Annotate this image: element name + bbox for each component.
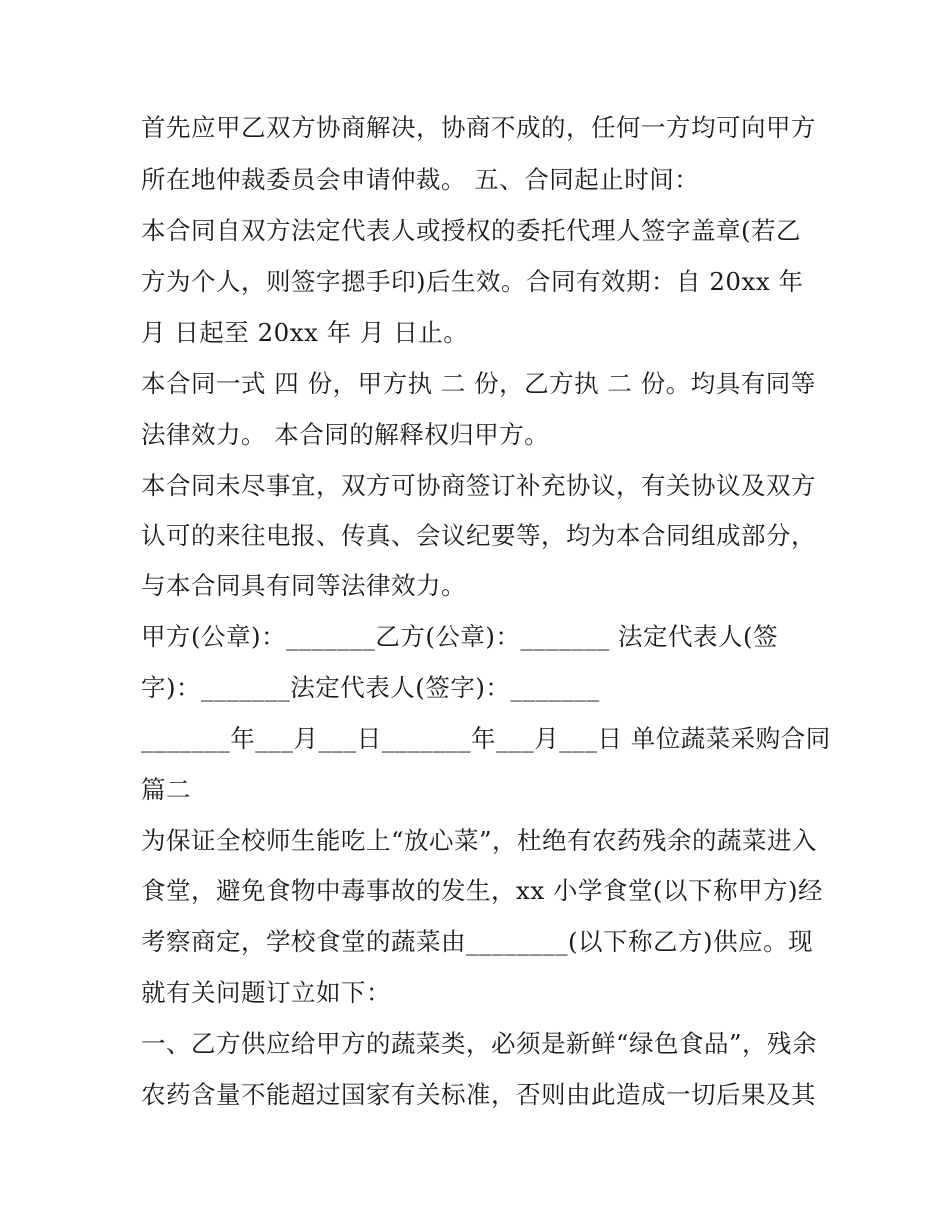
text-line: 本合同自双方法定代表人或授权的委托代理人签字盖章(若乙: [141, 216, 802, 245]
text-line: 本合同一式 四 份，甲方执 二 份，乙方执 二 份。均具有同等: [141, 369, 816, 398]
text-line: 就有关问题订立如下：: [141, 978, 391, 1007]
text-line: 为保证全校师生能吃上“放心菜”，杜绝有农药残余的蔬菜进入: [141, 826, 818, 855]
text-line: 本合同未尽事宜，双方可协商签订补充协议，有关协议及双方: [141, 471, 816, 500]
text-line: 考察商定，学校食堂的蔬菜由________(以下称乙方)供应。现: [141, 927, 814, 956]
text-line: 月 日起至 20xx 年 月 日止。: [141, 318, 469, 347]
text-line: 农药含量不能超过国家有关标准，否则由此造成一切后果及其: [141, 1080, 816, 1109]
text-line: 一、乙方供应给甲方的蔬菜类，必须是新鲜“绿色食品”，残余: [141, 1029, 818, 1058]
signature-line: 字)：_______法定代表人(签字)：_______: [141, 673, 600, 702]
text-line: 认可的来往电报、传真、会议纪要等，均为本合同组成部分，: [141, 521, 816, 550]
text-line: 首先应甲乙双方协商解决，协商不成的，任何一方均可向甲方: [141, 113, 816, 142]
date-line: _______年___月___日_______年___月___日 单位蔬菜采购合同: [141, 724, 831, 753]
text-line: 所在地仲裁委员会申请仲裁。 五、合同起止时间：: [141, 165, 700, 194]
signature-line: 甲方(公章)：_______乙方(公章)：_______ 法定代表人(签: [141, 622, 779, 651]
text-line: 法律效力。 本合同的解释权归甲方。: [141, 420, 550, 449]
section-heading: 篇二: [141, 775, 191, 804]
text-line: 食堂，避免食物中毒事故的发生，xx 小学食堂(以下称甲方)经: [141, 876, 824, 905]
text-line: 方为个人，则签字摁手印)后生效。合同有效期：自 20xx 年: [141, 267, 804, 296]
text-line: 与本合同具有同等法律效力。: [141, 571, 466, 600]
